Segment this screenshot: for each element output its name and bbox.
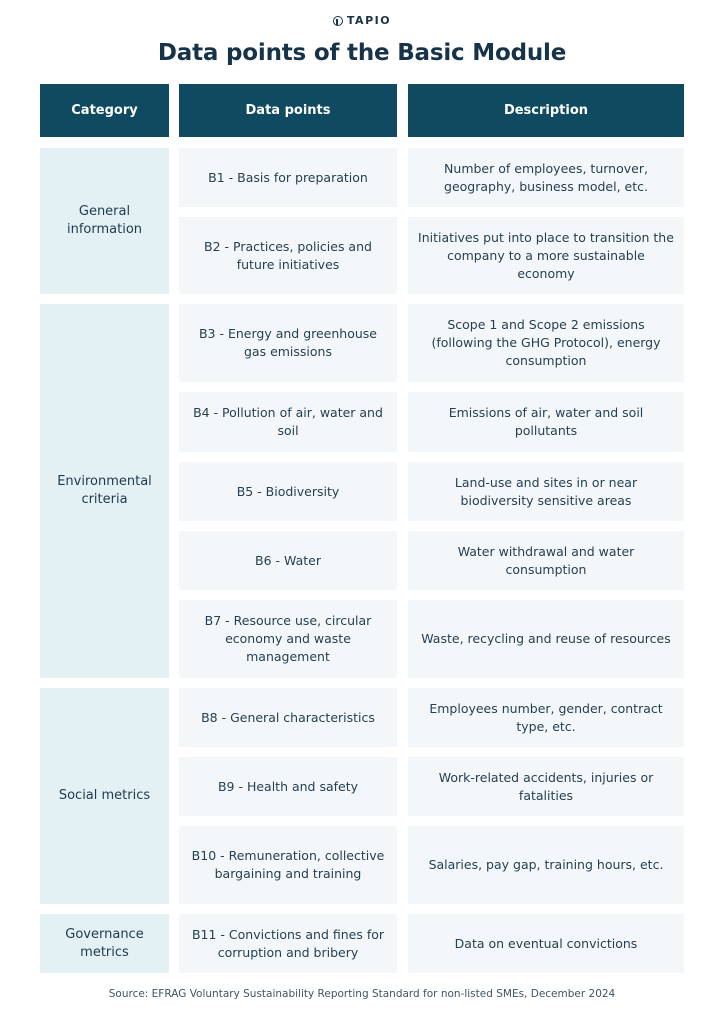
data-point-b10: B10 - Remuneration, collective bargaining and training [179,826,397,904]
header-data-points: Data points [179,84,397,137]
description-b4: Emissions of air, water and soil pollutants [408,392,684,452]
description-b9: Work-related accidents, injuries or fatalities [408,757,684,816]
tapio-logo-icon [333,16,343,26]
brand-logo [0,14,724,27]
description-b1: Number of employees, turnover, geography, business model, etc. [408,148,684,207]
description-b2: Initiatives put into place to transition the company to a more sustainable economy [408,217,684,294]
data-point-b3: B3 - Energy and greenhouse gas emissions [179,304,397,382]
category-environmental-criteria: Environmental criteria [40,304,169,678]
category-general-information: General information [40,148,169,294]
data-point-b9: B9 - Health and safety [179,757,397,816]
header-description: Description [408,84,684,137]
data-point-b1: B1 - Basis for preparation [179,148,397,207]
data-point-b6: B6 - Water [179,531,397,590]
description-b11: Data on eventual convictions [408,914,684,973]
category-social-metrics: Social metrics [40,688,169,904]
description-b3: Scope 1 and Scope 2 emissions (following the GHG Protocol), energy consumption [408,304,684,382]
data-point-b11: B11 - Convictions and fines for corruption and bribery [179,914,397,973]
description-b5: Land-use and sites in or near biodiversity sensitive areas [408,462,684,521]
description-b6: Water withdrawal and water consumption [408,531,684,590]
description-b7: Waste, recycling and reuse of resources [408,600,684,678]
data-point-b5: B5 - Biodiversity [179,462,397,521]
brand-name: TAPIO [346,14,392,27]
description-b10: Salaries, pay gap, training hours, etc. [408,826,684,904]
data-point-b7: B7 - Resource use, circular economy and waste management [179,600,397,678]
data-point-b2: B2 - Practices, policies and future initiatives [179,217,397,294]
data-point-b4: B4 - Pollution of air, water and soil [179,392,397,452]
description-b8: Employees number, gender, contract type, etc. [408,688,684,747]
data-point-b8: B8 - General characteristics [179,688,397,747]
source-note: Source: EFRAG Voluntary Sustainability Reporting Standard for non-listed SMEs, December 2024 [108,988,616,1000]
category-governance-metrics: Governance metrics [40,914,169,973]
page-title: Data points of the Basic Module [157,40,567,66]
header-category: Category [40,84,169,137]
